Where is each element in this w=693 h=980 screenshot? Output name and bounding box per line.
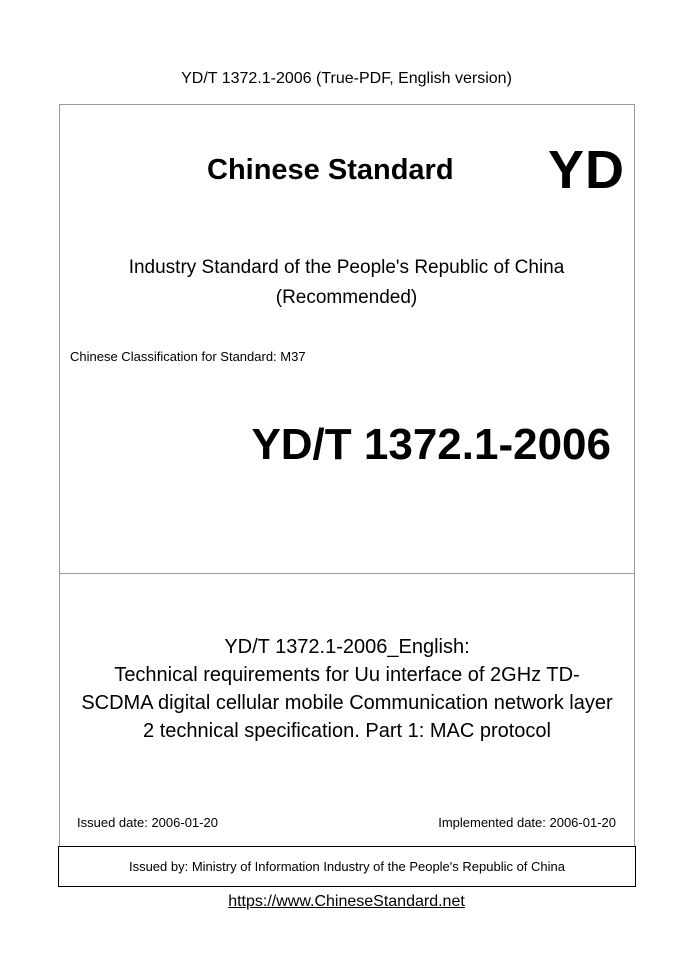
implemented-date: Implemented date: 2006-01-20: [438, 815, 616, 830]
document-header: YD/T 1372.1-2006 (True-PDF, English version): [181, 70, 512, 87]
standard-title: [59, 633, 635, 745]
title-line: YD/T 1372.1-2006_English:: [224, 636, 470, 658]
title-line: Technical requirements for Uu interface of 2GHz TD-: [114, 664, 580, 686]
website-link[interactable]: https://www.ChineseStandard.net: [228, 893, 465, 910]
cover-heading: Chinese Standard: [207, 154, 454, 186]
title-line: 2 technical specification. Part 1: MAC protocol: [143, 720, 551, 742]
issuer-box: [58, 846, 636, 887]
standard-number: YD/T 1372.1-2006: [251, 420, 611, 469]
issuer-text: Issued by: Ministry of Information Industry of the People's Republic of China: [128, 859, 566, 874]
recommended-label: (Recommended): [275, 287, 418, 308]
standard-category-mark: YD: [548, 140, 626, 200]
industry-standard-line: Industry Standard of the People's Republic of China: [128, 257, 565, 278]
title-line: SCDMA digital cellular mobile Communication network layer: [81, 692, 613, 714]
classification-label: Chinese Classification for Standard: M37: [70, 349, 306, 364]
issued-date: Issued date: 2006-01-20: [77, 815, 218, 830]
